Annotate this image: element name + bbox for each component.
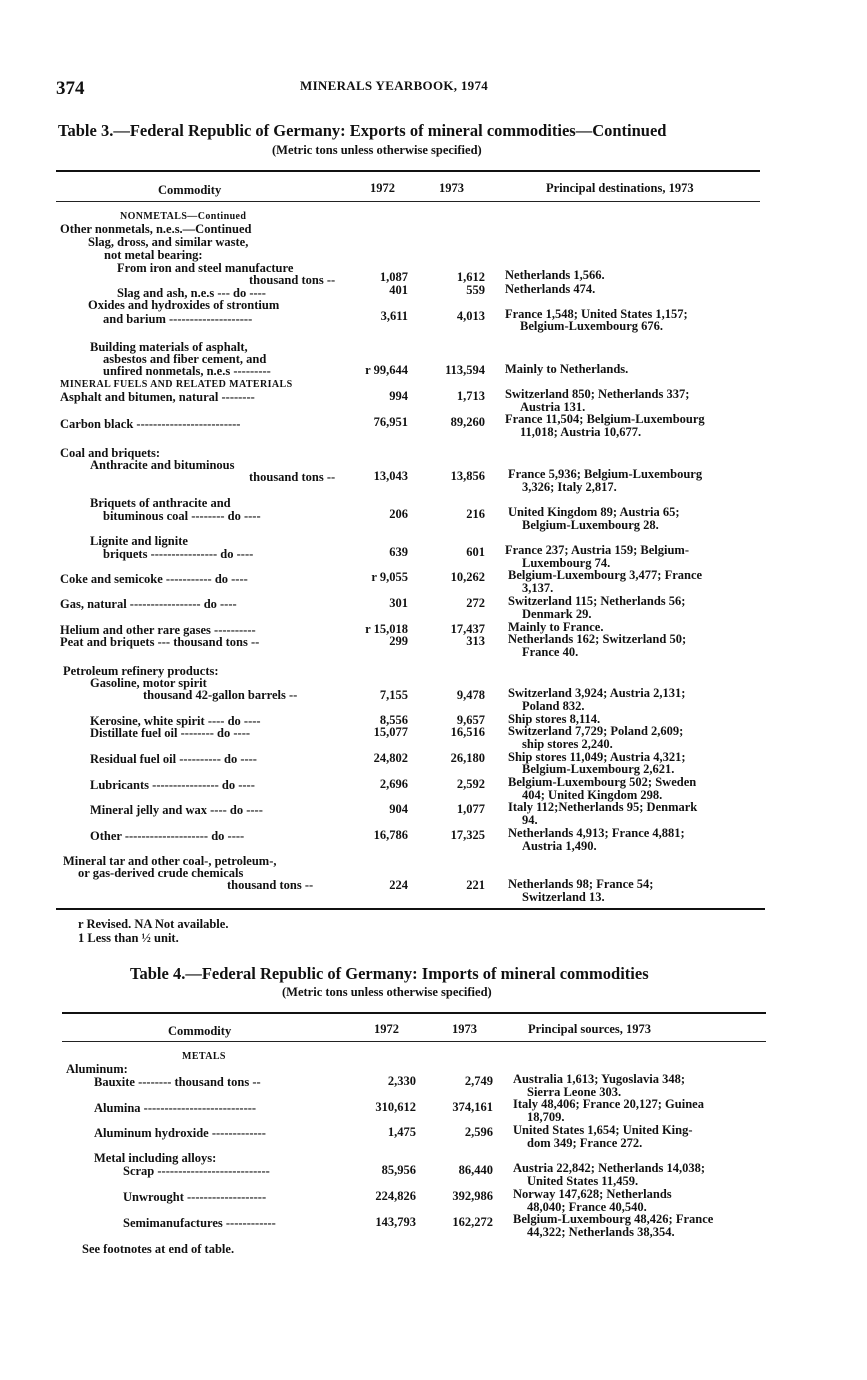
value-1972: r 9,055: [371, 570, 408, 584]
table4-header-sources: Principal sources, 1973: [528, 1022, 652, 1036]
value-1973: 17,437: [450, 622, 485, 636]
destination-text: Netherlands 474.: [505, 282, 596, 296]
source-text: 48,040; France 40,540.: [527, 1200, 647, 1214]
destination-text: Belgium-Luxembourg 502; Sweden: [508, 775, 697, 789]
destination-text: France 40.: [522, 645, 579, 659]
commodity-label: Other nonmetals, n.e.s.—Continued: [60, 222, 252, 236]
value-1972: 16,786: [373, 828, 408, 842]
destination-text: Switzerland 115; Netherlands 56;: [508, 594, 686, 608]
table4-header-rule: [62, 1041, 766, 1042]
value-1972: 310,612: [375, 1100, 416, 1114]
commodity-label: Metal including alloys:: [94, 1151, 217, 1165]
table4-subtitle: (Metric tons unless otherwise specified): [282, 985, 492, 999]
commodity-label: Asphalt and bitumen, natural --------: [60, 390, 255, 404]
value-1973: 1,612: [456, 270, 485, 284]
value-1973: 89,260: [450, 415, 485, 429]
running-head: MINERALS YEARBOOK, 1974: [300, 78, 489, 93]
commodity-label: Other -------------------- do ----: [90, 829, 245, 843]
source-text: 18,709.: [527, 1110, 565, 1124]
value-1972: 3,611: [380, 309, 408, 323]
value-1973: 221: [466, 878, 485, 892]
source-text: Austria 22,842; Netherlands 14,038;: [513, 1161, 706, 1175]
destination-text: France 5,936; Belgium-Luxembourg: [508, 467, 703, 481]
commodity-label: Aluminum:: [66, 1062, 128, 1076]
destination-text: 11,018; Austria 10,677.: [520, 425, 642, 439]
commodity-label: Coke and semicoke ----------- do ----: [60, 572, 248, 586]
value-1972: 8,556: [379, 713, 408, 727]
value-1972: 401: [389, 283, 408, 297]
commodity-label: From iron and steel manufacture: [117, 261, 294, 275]
value-1973: 1,077: [456, 802, 485, 816]
value-1972: 206: [389, 507, 408, 521]
value-1973: 9,657: [456, 713, 485, 727]
table3-header-rule: [56, 201, 760, 202]
commodity-label: unfired nonmetals, n.e.s ---------: [103, 364, 271, 378]
commodity-label: Anthracite and bituminous: [90, 458, 235, 472]
section-heading-nonmetals: NONMETALS—Continued: [120, 211, 247, 222]
source-text: 44,322; Netherlands 38,354.: [527, 1225, 675, 1239]
value-1973: 1,713: [456, 389, 485, 403]
value-1973: 17,325: [450, 828, 485, 842]
commodity-label: Mineral tar and other coal-, petroleum-,: [63, 854, 277, 868]
destination-text: Switzerland 850; Netherlands 337;: [505, 387, 690, 401]
destination-text: Netherlands 162; Switzerland 50;: [508, 632, 687, 646]
commodity-label: Aluminum hydroxide -------------: [94, 1126, 266, 1140]
table4-header-commodity: Commodity: [168, 1024, 232, 1038]
value-1973: 392,986: [452, 1189, 493, 1203]
source-text: United States 11,459.: [527, 1174, 639, 1188]
commodity-label: and barium --------------------: [103, 312, 253, 326]
value-1973: 4,013: [456, 309, 485, 323]
source-text: United States 1,654; United King-: [513, 1123, 693, 1137]
commodity-label: Gasoline, motor spirit: [90, 676, 207, 690]
value-1973: 13,856: [450, 469, 485, 483]
value-1972: 7,155: [379, 688, 408, 702]
value-1972: 76,951: [373, 415, 408, 429]
destination-text: Belgium-Luxembourg 2,621.: [522, 762, 675, 776]
destination-text: 3,326; Italy 2,817.: [522, 480, 617, 494]
value-1973: 16,516: [450, 725, 485, 739]
commodity-label: thousand tons --: [227, 878, 314, 892]
commodity-label: Oxides and hydroxides of strontium: [88, 298, 280, 312]
value-1972: 1,087: [379, 270, 408, 284]
commodity-label: Lignite and lignite: [90, 534, 188, 548]
value-1972: 224,826: [375, 1189, 416, 1203]
source-text: Norway 147,628; Netherlands: [513, 1187, 672, 1201]
footnote-less-than-half: 1 Less than ½ unit.: [78, 931, 179, 945]
commodity-label: Bauxite -------- thousand tons --: [94, 1075, 261, 1089]
destination-text: United Kingdom 89; Austria 65;: [508, 505, 680, 519]
destination-text: Denmark 29.: [522, 607, 592, 621]
commodity-label: Slag, dross, and similar waste,: [88, 235, 249, 249]
value-1972: 2,696: [379, 777, 408, 791]
destination-text: Austria 131.: [520, 400, 586, 414]
commodity-label: bituminous coal -------- do ----: [103, 509, 261, 523]
destination-text: Switzerland 7,729; Poland 2,609;: [508, 724, 684, 738]
commodity-label: Carbon black -------------------------: [60, 417, 241, 431]
destination-text: 3,137.: [522, 581, 554, 595]
source-text: Italy 48,406; France 20,127; Guinea: [513, 1097, 704, 1111]
commodity-label: briquets ---------------- do ----: [103, 547, 254, 561]
value-1972: r 99,644: [365, 363, 408, 377]
destination-text: Netherlands 1,566.: [505, 268, 605, 282]
value-1972: 13,043: [373, 469, 408, 483]
commodity-label: Briquets of anthracite and: [90, 496, 231, 510]
commodity-label: Petroleum refinery products:: [63, 664, 219, 678]
destination-text: 94.: [522, 813, 538, 827]
table4-header-1972: 1972: [374, 1022, 399, 1036]
value-1972: 994: [389, 389, 408, 403]
table4-title: Table 4.—Federal Republic of Germany: Imports of mineral commodities: [130, 964, 649, 983]
table3-top-rule: [56, 170, 760, 172]
table4-footnote: See footnotes at end of table.: [82, 1242, 235, 1256]
destination-text: Ship stores 11,049; Austria 4,321;: [508, 750, 686, 764]
commodity-label: Building materials of asphalt,: [90, 340, 248, 354]
table3-title: Table 3.—Federal Republic of Germany: Exports of mineral commodities—Continued: [58, 121, 667, 140]
commodity-label: not metal bearing:: [104, 248, 203, 262]
value-1972: 299: [389, 634, 408, 648]
table3-header-1972: 1972: [370, 181, 395, 195]
source-text: dom 349; France 272.: [527, 1136, 643, 1150]
commodity-label: Lubricants ---------------- do ----: [90, 778, 255, 792]
value-1972: 2,330: [387, 1074, 416, 1088]
commodity-label: Slag and ash, n.e.s --- do ----: [117, 286, 266, 300]
commodity-label: Gas, natural ----------------- do ----: [60, 597, 237, 611]
section-heading-mineral-fuels: MINERAL FUELS AND RELATED MATERIALS: [60, 379, 293, 390]
value-1973: 10,262: [450, 570, 485, 584]
commodity-label: Semimanufactures ------------: [123, 1216, 276, 1230]
table3-bottom-rule: [56, 908, 765, 910]
destination-text: Switzerland 13.: [522, 890, 605, 904]
table3-header-commodity: Commodity: [158, 183, 222, 197]
value-1972: 224: [389, 878, 408, 892]
destination-text: Belgium-Luxembourg 28.: [522, 518, 659, 532]
destination-text: 404; United Kingdom 298.: [522, 788, 663, 802]
value-1973: 601: [466, 545, 485, 559]
commodity-label: Kerosine, white spirit ---- do ----: [90, 714, 261, 728]
destination-text: France 1,548; United States 1,157;: [505, 307, 688, 321]
destination-text: Belgium-Luxembourg 3,477; France: [508, 568, 703, 582]
value-1973: 374,161: [452, 1100, 493, 1114]
value-1972: 85,956: [381, 1163, 416, 1177]
value-1973: 2,596: [464, 1125, 493, 1139]
value-1972: 1,475: [387, 1125, 416, 1139]
value-1972: 639: [389, 545, 408, 559]
source-text: Australia 1,613; Yugoslavia 348;: [513, 1072, 686, 1086]
source-text: Belgium-Luxembourg 48,426; France: [513, 1212, 714, 1226]
value-1972: 301: [389, 596, 408, 610]
commodity-label: Helium and other rare gases ----------: [60, 623, 256, 637]
destination-text: Netherlands 98; France 54;: [508, 877, 654, 891]
destination-text: France 11,504; Belgium-Luxembourg: [505, 412, 705, 426]
value-1973: 559: [466, 283, 485, 297]
section-heading-metals: METALS: [182, 1051, 226, 1062]
destination-text: Mainly to France.: [508, 620, 604, 634]
source-text: Sierra Leone 303.: [527, 1085, 622, 1099]
commodity-label: Coal and briquets:: [60, 446, 161, 460]
destination-text: Netherlands 4,913; France 4,881;: [508, 826, 685, 840]
destination-text: France 237; Austria 159; Belgium-: [505, 543, 690, 557]
commodity-label: or gas-derived crude chemicals: [78, 866, 244, 880]
destination-text: Ship stores 8,114.: [508, 712, 601, 726]
value-1972: r 15,018: [365, 622, 408, 636]
commodity-label: Residual fuel oil ---------- do ----: [90, 752, 257, 766]
table4-top-rule: [62, 1012, 766, 1014]
value-1973: 86,440: [458, 1163, 493, 1177]
value-1973: 2,749: [464, 1074, 493, 1088]
value-1972: 143,793: [375, 1215, 416, 1229]
destination-text: Austria 1,490.: [522, 839, 597, 853]
commodity-label: Unwrought -------------------: [123, 1190, 267, 1204]
commodity-label: thousand tons --: [249, 273, 336, 287]
destination-text: Mainly to Netherlands.: [505, 362, 629, 376]
commodity-label: thousand 42-gallon barrels --: [143, 688, 298, 702]
value-1973: 9,478: [456, 688, 485, 702]
value-1973: 113,594: [445, 363, 485, 377]
value-1973: 26,180: [450, 751, 485, 765]
value-1973: 216: [466, 507, 485, 521]
commodity-label: Distillate fuel oil -------- do ----: [90, 726, 251, 740]
table3-subtitle: (Metric tons unless otherwise specified): [272, 143, 482, 157]
value-1973: 162,272: [452, 1215, 493, 1229]
commodity-label: thousand tons --: [249, 470, 336, 484]
commodity-label: Peat and briquets --- thousand tons --: [60, 635, 260, 649]
value-1973: 313: [466, 634, 485, 648]
commodity-label: Scrap ---------------------------: [123, 1164, 270, 1178]
destination-text: ship stores 2,240.: [522, 737, 613, 751]
destination-text: Switzerland 3,924; Austria 2,131;: [508, 686, 686, 700]
destination-text: Belgium-Luxembourg 676.: [520, 319, 664, 333]
value-1973: 272: [466, 596, 485, 610]
destination-text: Italy 112;Netherlands 95; Denmark: [508, 800, 698, 814]
commodity-label: Alumina ---------------------------: [94, 1101, 257, 1115]
value-1972: 904: [389, 802, 408, 816]
table3-header-1973: 1973: [439, 181, 464, 195]
commodity-label: Mineral jelly and wax ---- do ----: [90, 803, 263, 817]
value-1972: 24,802: [373, 751, 408, 765]
destination-text: Poland 832.: [522, 699, 585, 713]
footnote-revised: r Revised. NA Not available.: [78, 917, 229, 931]
table4-header-1973: 1973: [452, 1022, 477, 1036]
commodity-label: asbestos and fiber cement, and: [103, 352, 267, 366]
destination-text: Luxembourg 74.: [522, 556, 611, 570]
value-1973: 2,592: [456, 777, 485, 791]
page-number: 374: [56, 78, 85, 99]
value-1972: 15,077: [373, 725, 408, 739]
table3-header-destinations: Principal destinations, 1973: [546, 181, 694, 195]
